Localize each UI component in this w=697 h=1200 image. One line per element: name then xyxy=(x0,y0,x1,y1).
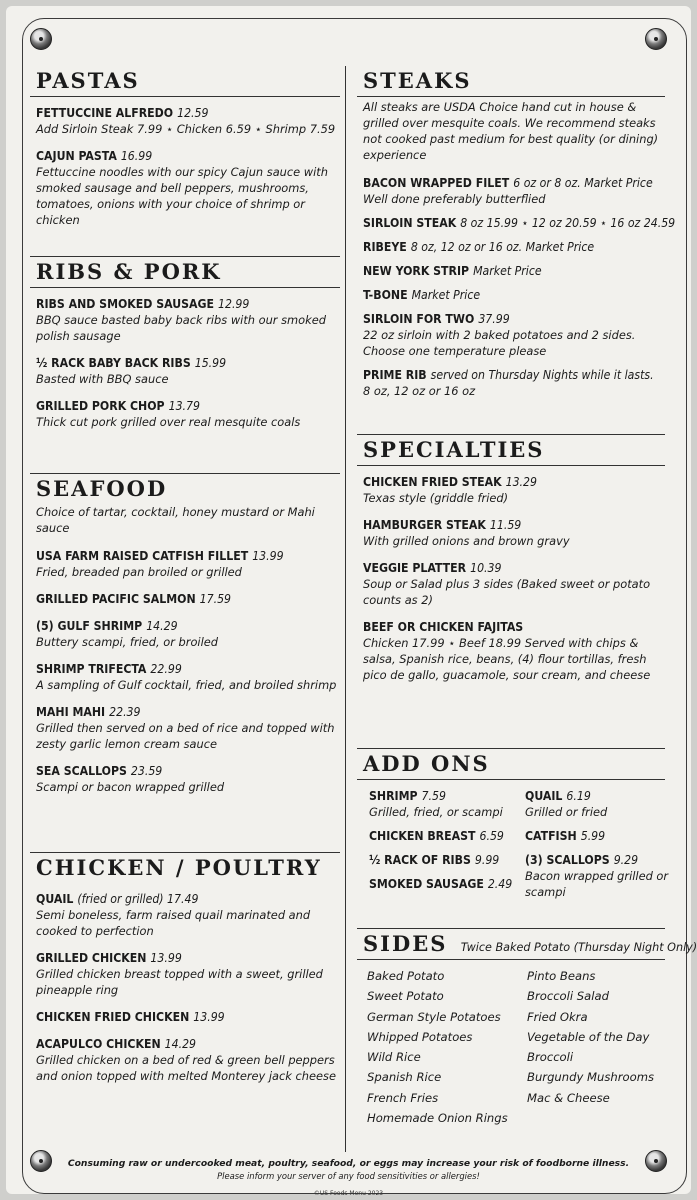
menu-item-description: Add Sirloin Steak 7.99 ⋆ Chicken 6.59 ⋆ Shrimp 7.59 xyxy=(36,122,336,136)
menu-item-description: 8 oz, 12 oz or 16 oz xyxy=(363,384,476,398)
menu-item-price: 22.39 xyxy=(109,705,141,719)
menu-item-name: SIRLOIN STEAK xyxy=(363,216,457,230)
side-item: Wild Rice xyxy=(367,1050,421,1065)
menu-item xyxy=(363,239,665,255)
menu-item xyxy=(36,1009,340,1025)
menu-item-price: 37.99 xyxy=(478,312,510,326)
menu-item-price: 13.99 xyxy=(150,951,182,965)
menu-item-name: VEGGIE PLATTER xyxy=(363,561,467,575)
menu-item-price: 2.49 xyxy=(487,877,513,891)
menu-item-title xyxy=(369,852,515,868)
menu-item-price: 6 oz or 8 oz. Market Price xyxy=(513,176,653,190)
menu-item xyxy=(36,1036,340,1084)
allergy-notice: Please inform your server of any food sensitivities or allergies! xyxy=(217,1171,480,1181)
menu-item-name: QUAIL xyxy=(36,892,74,906)
menu-item xyxy=(36,296,340,344)
seafood-section xyxy=(30,473,340,806)
menu-item xyxy=(525,852,669,900)
menu-item-title xyxy=(363,263,665,279)
menu-item-price: (fried or grilled) 17.49 xyxy=(77,892,199,906)
menu-item-price: 10.39 xyxy=(470,561,502,575)
menu-item xyxy=(369,852,515,868)
rivet-top-right-icon xyxy=(645,28,667,50)
menu-item-price: 13.99 xyxy=(193,1010,225,1024)
menu-item-title xyxy=(36,891,340,907)
section-title: SEAFOOD xyxy=(36,476,168,501)
menu-item-title xyxy=(36,950,340,966)
menu-item-price: 11.59 xyxy=(489,518,522,532)
menu-item xyxy=(363,175,665,207)
menu-item xyxy=(36,105,340,137)
side-item: Pinto Beans xyxy=(527,969,596,983)
menu-item-description: Buttery scampi, fried, or broiled xyxy=(36,635,218,649)
menu-item-name: PRIME RIB xyxy=(363,368,427,382)
menu-item-title xyxy=(36,704,340,720)
rivet-top-left-icon xyxy=(30,28,52,50)
menu-item-price: 12.99 xyxy=(218,297,250,311)
add-ons-grid xyxy=(363,788,669,908)
menu-item-name: T-BONE xyxy=(363,288,408,302)
menu-item-name: HAMBURGER STEAK xyxy=(363,518,486,532)
menu-item-name: SHRIMP xyxy=(369,789,418,803)
menu-item xyxy=(36,148,340,228)
side-item: Sweet Potato xyxy=(367,989,444,1004)
menu-item xyxy=(369,876,515,892)
menu-item-price: 9.29 xyxy=(613,853,639,867)
menu-item xyxy=(525,788,669,820)
menu-item-description: Well done preferably butterflied xyxy=(363,192,546,206)
menu-item-description: Scampi or bacon wrapped grilled xyxy=(36,780,225,794)
footer xyxy=(60,1157,637,1182)
menu-item-name: SHRIMP TRIFECTA xyxy=(36,662,147,676)
menu-item-name: (5) GULF SHRIMP xyxy=(36,619,143,633)
sides-title: SIDES xyxy=(363,931,448,956)
menu-item xyxy=(36,661,340,693)
section-title: STEAKS xyxy=(357,66,665,97)
menu-item-title xyxy=(525,788,669,804)
menu-item-title xyxy=(36,398,340,414)
menu-item-title xyxy=(36,1009,340,1025)
side-item: French Fries xyxy=(367,1090,439,1105)
menu-item-description: BBQ sauce basted baby back ribs with our smoked polish sausage xyxy=(36,313,326,343)
side-item: Whipped Potatoes xyxy=(367,1029,473,1044)
rivet-bottom-left-icon xyxy=(30,1150,52,1172)
side-item: Homemade Onion Rings xyxy=(367,1111,508,1126)
menu-item-title xyxy=(36,148,340,164)
sides-right-list xyxy=(527,966,667,1128)
column-divider xyxy=(345,66,346,1152)
sides-left-list xyxy=(367,966,527,1128)
section-title xyxy=(357,929,697,960)
menu-item-name: USA FARM RAISED CATFISH FILLET xyxy=(36,549,249,563)
side-item: Burgundy Mushrooms xyxy=(527,1070,655,1085)
menu-item-description: Basted with BBQ sauce xyxy=(36,372,169,386)
menu-item-name: QUAIL xyxy=(525,789,563,803)
menu-item-price: 14.29 xyxy=(146,619,178,633)
menu-item-name: ½ RACK OF RIBS xyxy=(369,853,471,867)
menu-item xyxy=(36,891,340,939)
steaks-section xyxy=(357,66,676,407)
menu-item-title xyxy=(36,661,340,677)
menu-item-title xyxy=(363,287,665,303)
menu-item-title xyxy=(525,828,669,844)
menu-item xyxy=(36,704,340,752)
menu-item-description: Texas style (griddle fried) xyxy=(363,491,509,505)
menu-item-title xyxy=(369,828,515,844)
menu-item-title xyxy=(363,239,665,255)
menu-item-title xyxy=(363,215,676,231)
menu-item-title xyxy=(36,105,340,121)
menu-item-price: 22.99 xyxy=(150,662,182,676)
menu-item-price: 17.59 xyxy=(199,592,232,606)
menu-item xyxy=(36,355,340,387)
menu-item-price: 14.29 xyxy=(164,1037,197,1051)
section-title: RIBS & PORK xyxy=(30,257,340,288)
section-title: CHICKEN / POULTRY xyxy=(36,855,322,880)
specialties-section xyxy=(357,434,665,694)
menu-item-name: CHICKEN FRIED STEAK xyxy=(363,475,502,489)
menu-item-name: SEA SCALLOPS xyxy=(36,764,127,778)
menu-item-price: 12.59 xyxy=(177,106,209,120)
menu-item xyxy=(363,287,665,303)
menu-item-description: Grilled then served on a bed of rice and topped with zesty garlic lemon cream sauce xyxy=(36,721,335,751)
menu-item-description: Soup or Salad plus 3 sides (Baked sweet or potato counts as 2) xyxy=(363,577,651,607)
menu-item-price: 8 oz, 12 oz or 16 oz. Market Price xyxy=(410,240,595,254)
menu-item-title xyxy=(525,852,669,868)
menu-item-name: MAHI MAHI xyxy=(36,705,106,719)
section-title: ADD ONS xyxy=(357,749,665,780)
chicken-poultry-section xyxy=(30,852,340,1095)
menu-item-description: Grilled chicken breast topped with a sweet, grilled pineapple ring xyxy=(36,967,323,997)
menu-item-name: GRILLED PACIFIC SALMON xyxy=(36,592,196,606)
menu-item-price: 13.29 xyxy=(505,475,537,489)
menu-item-title xyxy=(363,619,665,635)
menu-item-description: Semi boneless, farm raised quail marinated and cooked to perfection xyxy=(36,908,311,938)
menu-item-name: RIBS AND SMOKED SAUSAGE xyxy=(36,297,214,311)
side-item: German Style Potatoes xyxy=(367,1009,501,1024)
menu-item xyxy=(369,788,515,820)
side-item: Broccoli Salad xyxy=(527,989,609,1004)
menu-item-title xyxy=(369,788,515,804)
menu-item xyxy=(525,828,669,844)
menu-item-name: CHICKEN FRIED CHICKEN xyxy=(36,1010,190,1024)
menu-item-title xyxy=(36,591,340,607)
menu-item xyxy=(363,474,665,506)
menu-item-price: Market Price xyxy=(473,264,542,278)
section-intro: All steaks are USDA Choice hand cut in house & grilled over mesquite coals. We recommend steaks not cooked past medium for best quality (or dining) experience xyxy=(363,100,659,162)
menu-item-description: Grilled, fried, or scampi xyxy=(369,805,503,819)
section-title: SPECIALTIES xyxy=(357,435,665,466)
menu-item-name: GRILLED CHICKEN xyxy=(36,951,147,965)
pastas-section xyxy=(30,66,340,239)
menu-item-price: Market Price xyxy=(411,288,481,302)
menu-item-price: 13.99 xyxy=(252,549,284,563)
menu-item-name: ½ RACK BABY BACK RIBS xyxy=(36,356,191,370)
menu-item-title xyxy=(363,560,665,576)
menu-item-name: FETTUCCINE ALFREDO xyxy=(36,106,174,120)
menu-item-title xyxy=(363,311,665,327)
menu-item-description: Thick cut pork grilled over real mesquite coals xyxy=(36,415,301,429)
menu-item-description: Grilled chicken on a bed of red & green bell peppers and onion topped with melted Monterey jack cheese xyxy=(36,1053,336,1083)
menu-item-price: 13.79 xyxy=(168,399,200,413)
menu-item-price: 16.99 xyxy=(120,149,153,163)
menu-item-title xyxy=(363,175,665,191)
menu-item xyxy=(363,311,665,359)
menu-item xyxy=(36,398,340,430)
sides-note: Twice Baked Potato (Thursday Night Only) xyxy=(460,941,697,954)
menu-item-title xyxy=(36,296,340,312)
menu-item xyxy=(36,950,340,998)
menu-item-title xyxy=(36,618,340,634)
menu-item-name: CATFISH xyxy=(525,829,577,843)
menu-item-name: CAJUN PASTA xyxy=(36,149,117,163)
rivet-bottom-right-icon xyxy=(645,1150,667,1172)
sides-section xyxy=(357,928,697,1128)
menu-item xyxy=(369,828,515,844)
menu-item-description: Chicken 17.99 ⋆ Beef 18.99 Served with chips & salsa, Spanish rice, beans, (4) flour tortillas, fresh pico de gallo, guacamole, sour cream, and cheese xyxy=(363,636,651,682)
menu-item-title xyxy=(36,763,340,779)
right-column xyxy=(357,66,697,1152)
menu-item-title xyxy=(36,355,340,371)
menu-item-price: served on Thursday Nights while it lasts. xyxy=(430,368,654,382)
menu-item-name: GRILLED PORK CHOP xyxy=(36,399,165,413)
menu-item xyxy=(36,618,340,650)
menu-item-description: 22 oz sirloin with 2 baked potatoes and 2 sides. Choose one temperature please xyxy=(363,328,636,358)
menu-item xyxy=(36,763,340,795)
side-item: Spanish Rice xyxy=(367,1070,442,1085)
menu-item-title xyxy=(36,1036,340,1052)
menu-item-price: 8 oz 15.99 ⋆ 12 oz 20.59 ⋆ 16 oz 24.59 xyxy=(460,216,676,230)
menu-item xyxy=(36,548,340,580)
menu-item-description: A sampling of Gulf cocktail, fried, and broiled shrimp xyxy=(36,678,337,692)
menu-item-price: 5.99 xyxy=(580,829,606,843)
menu-item-name: CHICKEN BREAST xyxy=(369,829,476,843)
sides-grid xyxy=(367,966,665,1128)
menu-item-price: 7.59 xyxy=(421,789,446,803)
side-item: Fried Okra xyxy=(527,1009,588,1024)
menu-item xyxy=(36,591,340,607)
menu-item-name: (3) SCALLOPS xyxy=(525,853,610,867)
section-intro: Choice of tartar, cocktail, honey mustard or Mahi sauce xyxy=(36,505,315,535)
menu-item-name: SMOKED SAUSAGE xyxy=(369,877,484,891)
menu-item-name: SIRLOIN FOR TWO xyxy=(363,312,475,326)
menu-item-name: ACAPULCO CHICKEN xyxy=(36,1037,161,1051)
ribs-pork-section xyxy=(30,256,340,441)
menu-item-title xyxy=(36,548,340,564)
menu-item-description: With grilled onions and brown gravy xyxy=(363,534,570,548)
menu-item xyxy=(363,263,665,279)
menu-item xyxy=(363,367,665,399)
add-ons-section xyxy=(357,748,669,908)
side-item: Mac & Cheese xyxy=(527,1090,610,1105)
menu-item-description: Fettuccine noodles with our spicy Cajun sauce with smoked sausage and bell peppers, mushrooms, tomatoes, onions with your choice of shrimp or chicken xyxy=(36,165,328,227)
menu-item-price: 6.59 xyxy=(479,829,504,843)
left-column xyxy=(30,66,340,1152)
menu-item-price: 9.99 xyxy=(474,853,500,867)
side-item: Vegetable of the Day xyxy=(527,1029,650,1044)
menu-item-title xyxy=(363,474,665,490)
menu-item-title xyxy=(363,367,665,383)
menu-item xyxy=(363,619,665,683)
menu-item-price: 23.59 xyxy=(130,764,163,778)
side-item: Broccoli xyxy=(527,1050,574,1065)
menu-item-title xyxy=(363,517,665,533)
menu-item xyxy=(363,215,676,231)
menu-item-name: NEW YORK STRIP xyxy=(363,264,470,278)
menu-item-description: Fried, breaded pan broiled or grilled xyxy=(36,565,242,579)
menu-item-title xyxy=(369,876,515,892)
copyright: ©US Foods Menu 2023 xyxy=(313,1190,384,1197)
menu-item-price: 6.19 xyxy=(566,789,591,803)
menu-item-description: Grilled or fried xyxy=(525,805,608,819)
side-item: Baked Potato xyxy=(367,969,445,983)
menu-item-name: BEEF OR CHICKEN FAJITAS xyxy=(363,620,524,634)
foodborne-warning: Consuming raw or undercooked meat, poultry, seafood, or eggs may increase your risk of foodborne illness. xyxy=(67,1158,630,1169)
menu-item-name: RIBEYE xyxy=(363,240,407,254)
menu-item xyxy=(363,517,665,549)
menu-item xyxy=(363,560,665,608)
menu-item-name: BACON WRAPPED FILET xyxy=(363,176,510,190)
section-title: PASTAS xyxy=(30,66,340,97)
menu-item-description: Bacon wrapped grilled or scampi xyxy=(525,869,669,899)
menu-item-price: 15.99 xyxy=(194,356,227,370)
